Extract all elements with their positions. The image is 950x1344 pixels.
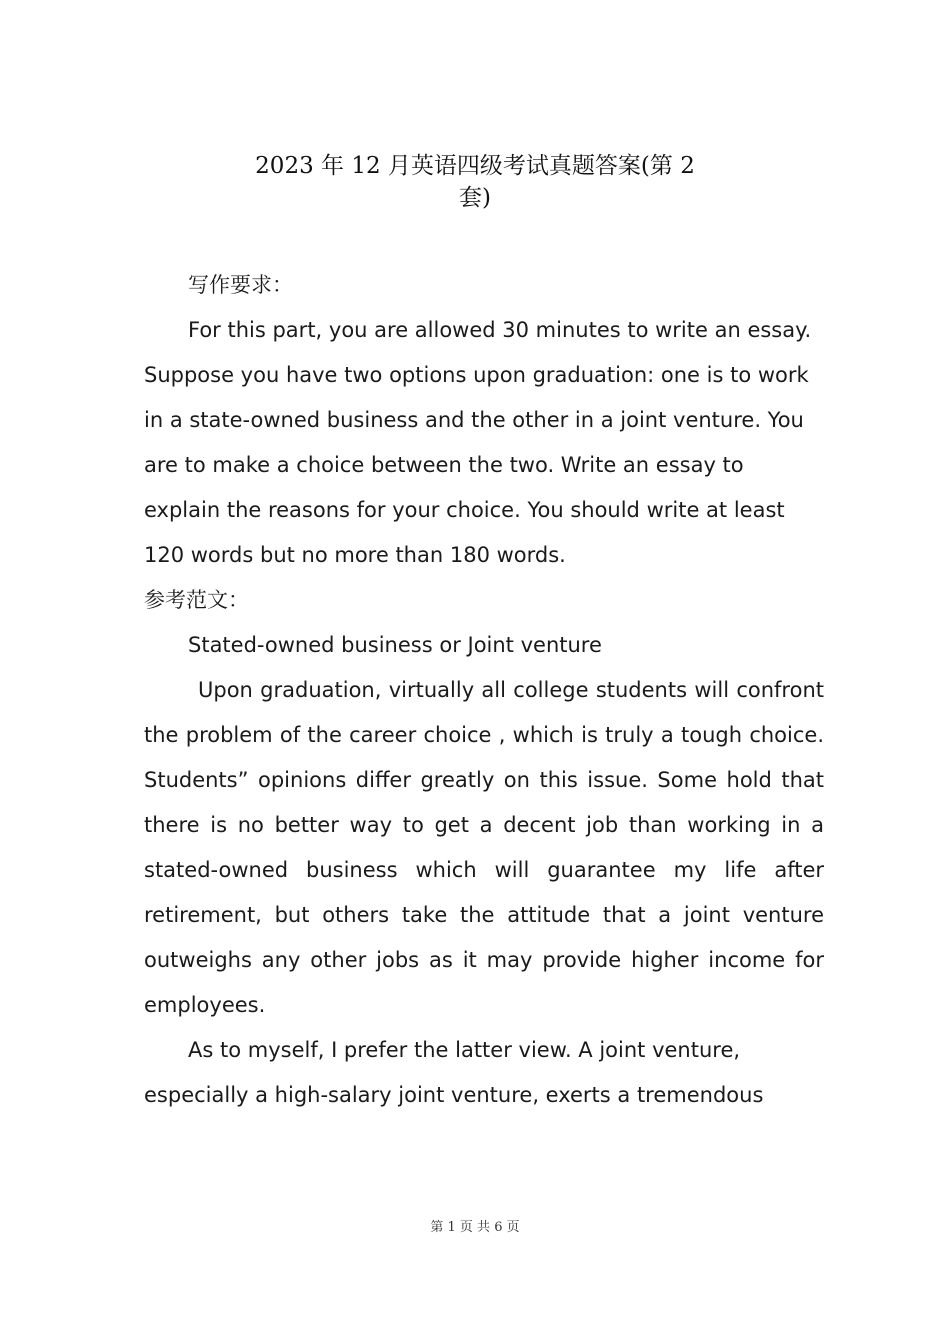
- document-body: [144, 263, 824, 1118]
- essay-paragraph-2: As to myself, I prefer the latter view. A joint venture, especially a high-salary joint venture, exerts a tremendous: [144, 1038, 764, 1107]
- prompt-paragraph: For this part, you are allowed 30 minutes to write an essay. Suppose you have two options upon graduation: one is to work in a state-owned business and the other in a joint venture. You are to make a choice between the two. Write an essay to explain the reasons for your choice. You should write at least 120 words but no more than 180 words.: [144, 318, 812, 567]
- sample-essay-label: 参考范文：: [144, 588, 249, 612]
- page-number-footer: 第 1 页 共 6 页: [430, 1220, 520, 1235]
- writing-requirements-label: 写作要求：: [188, 273, 293, 297]
- title-line-1: 2023 年 12 月英语四级考试真题答案(第 2: [255, 153, 695, 179]
- title-line-2: 套): [459, 185, 491, 211]
- essay-paragraph-1: Upon graduation, virtually all college students will confront the problem of the career choice , which is truly a tough choice. Students” opinions differ greatly on this issue. Some hold that there is no better way to get a decent job than working in a stated-owned business which will guarantee my life after retirement, but others take the attitude that a joint venture outweighs any other jobs as it may provide higher income for employees.: [144, 678, 824, 1017]
- document-title: [230, 150, 720, 214]
- essay-title: Stated-owned business or Joint venture: [188, 633, 602, 657]
